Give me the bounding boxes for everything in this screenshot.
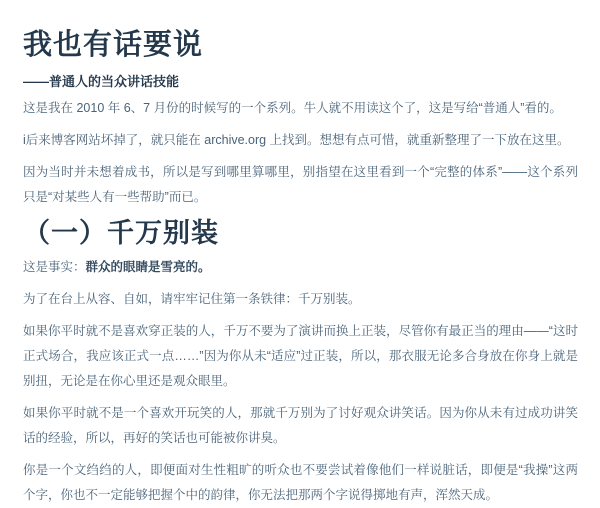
- body-paragraph-3: 你是一个文绉绉的人，即便面对生性粗旷的听众也不要尝试着像他们一样说脏话，即便是“我操”这两个字，你也不一定能够把握个中的韵律，你无法把那两个字说得掷地有声，浑然天成。: [23, 463, 578, 502]
- page-subtitle: ——普通人的当众讲话技能: [23, 74, 180, 89]
- fact-intro-text: 这是事实：: [23, 260, 86, 274]
- fact-emphasis-text: 群众的眼睛是雪亮的。: [85, 260, 211, 274]
- page-title: 我也有话要说: [23, 29, 204, 61]
- intro-paragraph-1: 这是我在 2010 年 6、7 月份的时候写的一个系列。牛人就不用读这个了，这是写给“普通人”看的。: [23, 101, 562, 115]
- article-page: [0, 28, 600, 502]
- fact-paragraph: [23, 255, 578, 280]
- intro-paragraph-3: 因为当时并未想着成书，所以是写到哪里算哪里，别指望在这里看到一个“完整的体系”——这个系列只是“对某些人有一些帮助”而已。: [23, 165, 578, 204]
- body-paragraph-1: 如果你平时就不是喜欢穿正装的人，千万不要为了演讲而换上正装，尽管你有最正当的理由——“这时正式场合，我应该正式一点……”因为你从未“适应”过正装，所以，那衣服无论多合身放在你身上就是别扭，无论是在你心里还是观众眼里。: [23, 324, 578, 388]
- body-paragraph-2: 如果你平时就不是一个喜欢开玩笑的人，那就千万别为了讨好观众讲笑话。因为你从未有过成功讲笑话的经验，所以，再好的笑话也可能被你讲臭。: [23, 406, 578, 445]
- rule-paragraph: 为了在台上从容、自如，请牢牢记住第一条铁律：千万别装。: [23, 292, 361, 306]
- intro-paragraph-2: i后来博客网站坏掉了，就只能在 archive.org 上找到。想想有点可惜，就重新整理了一下放在这里。: [23, 133, 570, 147]
- section-1-heading: （一）千万别装: [23, 218, 219, 248]
